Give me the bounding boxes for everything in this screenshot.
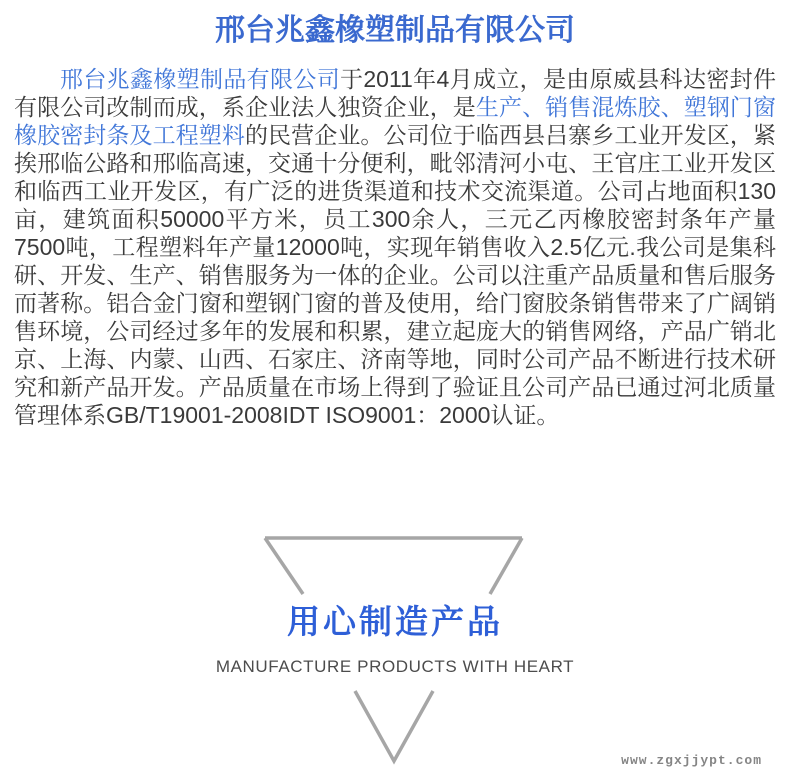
company-name-link[interactable]: 邢台兆鑫橡塑制品有限公司 (60, 66, 341, 92)
intro-text-segment-2: 的民营企业。公司位于临西县吕寨乡工业开发区，紧挨邢临公路和邢临高速，交通十分便利，毗邻清河小屯、王官庄工业开发区和临西工业开发区，有广泛的进货渠道和技术交流渠道。公司占地面积130亩，建筑面积50000平方米，员工300余人，三元乙丙橡胶密封条年产量7500吨，工程塑料年产量12000吨，实现年销售收入2.5亿元.我公司是集科研、开发、生产、销售服务为一体的企业。公司以注重产品质量和售后服务而著称。铝合金门窗和塑钢门窗的普及使用，给门窗胶条销售带来了广阔销售环境，公司经过多年的发展和积累，建立起庞大的销售网络，产品广销北京、上海、内蒙、山西、石家庄、济南等地，同时公司产品不断进行技术研究和新产品开发。产品质量在市场上得到了验证且公司产品已通过河北质量管理体系GB/T19001-2008IDT ISO9001：2000认证。 (14, 122, 776, 428)
slogan-english: MANUFACTURE PRODUCTS WITH HEART (215, 657, 575, 676)
company-intro-page (0, 14, 790, 784)
slogan-chinese: 用心制造产品 (287, 603, 503, 640)
watermark-url: www.zgxjjypt.com (621, 753, 762, 768)
intro-text-segment-1: 于2011年4月成立，是由原威县科达密封件有限公司改制而成，系企业法人独资企业，是 (14, 66, 776, 120)
page-title: 邢台兆鑫橡塑制品有限公司 (215, 14, 575, 47)
products-keyword-link[interactable]: 生产、销售混炼胶、塑钢门窗橡胶密封条及工程塑料 (14, 94, 776, 148)
company-intro-paragraph (14, 65, 776, 429)
